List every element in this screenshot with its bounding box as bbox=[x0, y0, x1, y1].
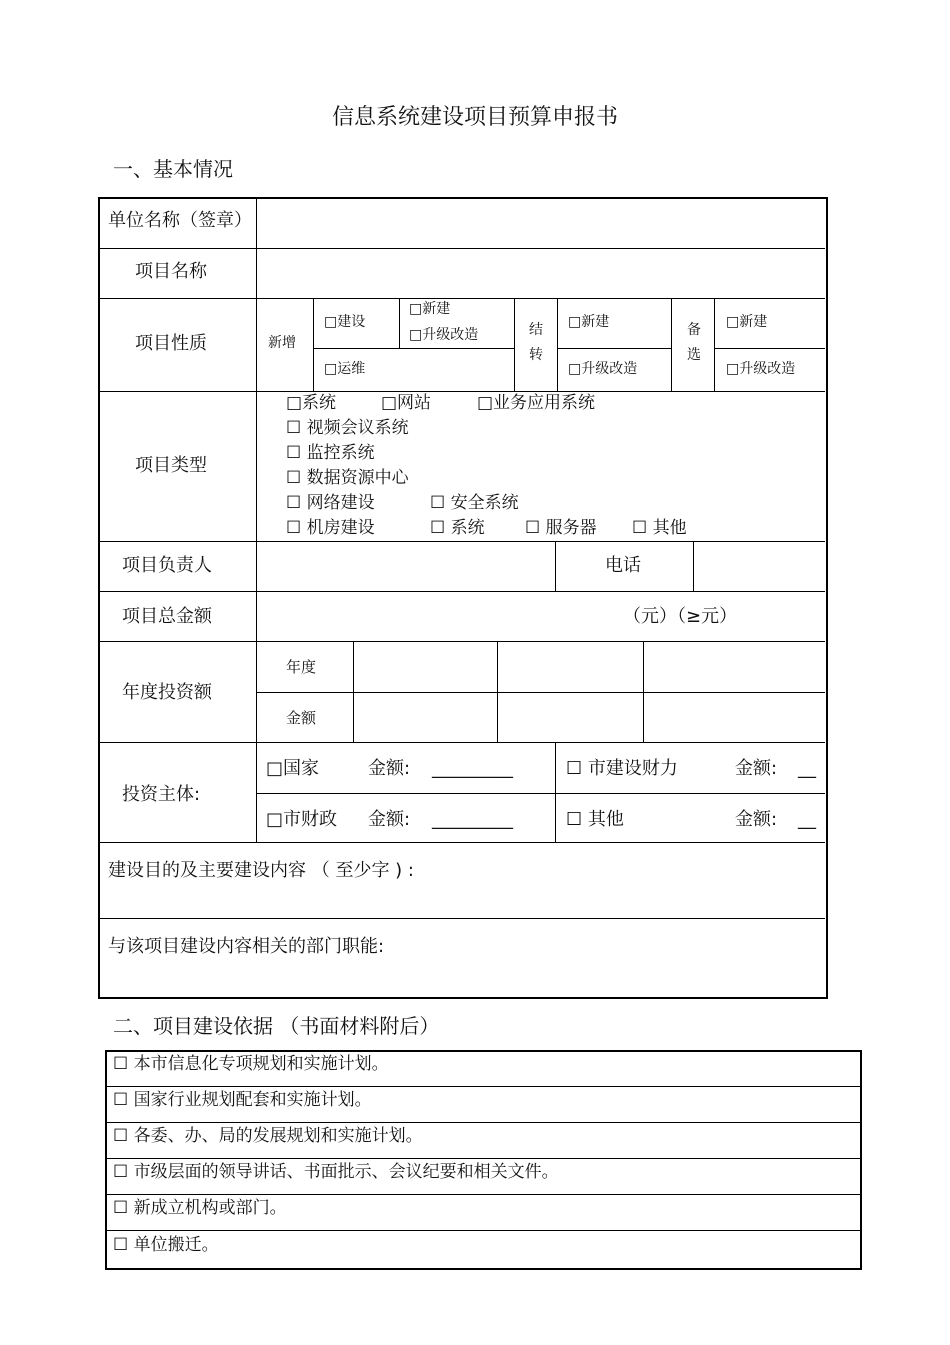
annual-investment-label: 年度投资额 bbox=[122, 682, 212, 703]
transfer-label-1: 结 bbox=[529, 322, 543, 338]
annual-amount-cell[interactable] bbox=[645, 694, 824, 741]
invest-city-build-amount-label: 金额: bbox=[735, 758, 778, 779]
type-network-checkbox[interactable]: ☐ 网络建设 bbox=[286, 493, 375, 513]
phone-field[interactable] bbox=[695, 543, 824, 590]
type-monitor-checkbox[interactable]: ☐ 监控系统 bbox=[286, 443, 375, 463]
basis-item-plan[interactable]: ☐ 本市信息化专项规划和实施计划。 bbox=[113, 1054, 389, 1074]
divider bbox=[99, 918, 825, 919]
backup-upgrade-checkbox[interactable]: □升级改造 bbox=[726, 361, 796, 377]
new-add-label: 新增 bbox=[268, 335, 296, 351]
divider bbox=[643, 641, 644, 742]
total-amount-field[interactable] bbox=[258, 593, 618, 640]
invest-nation-amount-blank[interactable]: _________ bbox=[432, 758, 513, 779]
annual-year-cell[interactable] bbox=[355, 643, 496, 691]
type-business-app-checkbox[interactable]: □业务应用系统 bbox=[477, 393, 596, 413]
type-data-center-checkbox[interactable]: ☐ 数据资源中心 bbox=[286, 468, 409, 488]
divider bbox=[313, 348, 514, 349]
investment-body-label: 投资主体: bbox=[122, 784, 201, 805]
divider bbox=[256, 793, 825, 794]
divider bbox=[714, 348, 825, 349]
basis-item-new-org[interactable]: ☐ 新成立机构或部门。 bbox=[113, 1198, 287, 1218]
divider bbox=[106, 1122, 860, 1123]
divider bbox=[99, 641, 825, 642]
divider bbox=[106, 1158, 860, 1159]
transfer-upgrade-checkbox[interactable]: □升级改造 bbox=[568, 361, 638, 377]
invest-other-checkbox[interactable]: ☐ 其他 bbox=[566, 809, 624, 830]
basis-item-relocation[interactable]: ☐ 单位搬迁。 bbox=[113, 1235, 219, 1255]
divider bbox=[106, 1086, 860, 1087]
divider bbox=[99, 842, 825, 843]
type-other-checkbox[interactable]: ☐ 其他 bbox=[632, 518, 687, 538]
invest-city-finance-amount-label: 金额: bbox=[368, 809, 411, 830]
type-system-checkbox[interactable]: □系统 bbox=[286, 393, 337, 413]
section-basic-info-heading: 一、基本情况 bbox=[113, 157, 233, 181]
basis-item-national-plan[interactable]: ☐ 国家行业规划配套和实施计划。 bbox=[113, 1090, 372, 1110]
divider bbox=[99, 298, 825, 299]
divider bbox=[256, 198, 257, 843]
divider bbox=[671, 298, 672, 391]
divider bbox=[557, 298, 558, 391]
page-title: 信息系统建设项目预算申报书 bbox=[331, 105, 618, 130]
backup-label-2: 选 bbox=[687, 347, 701, 363]
divider bbox=[99, 248, 825, 249]
basis-item-leader-docs[interactable]: ☐ 市级层面的领导讲话、书面批示、会议纪要和相关文件。 bbox=[113, 1162, 559, 1182]
type-machine-room-checkbox[interactable]: ☐ 机房建设 bbox=[286, 518, 375, 538]
divider bbox=[99, 742, 825, 743]
divider bbox=[399, 298, 400, 348]
total-amount-unit: （元）（≥元） bbox=[623, 606, 738, 627]
divider bbox=[497, 641, 498, 742]
total-amount-label: 项目总金额 bbox=[122, 606, 212, 627]
phone-label: 电话 bbox=[605, 555, 641, 576]
type-website-checkbox[interactable]: □网站 bbox=[381, 393, 432, 413]
divider bbox=[557, 348, 671, 349]
annual-year-label: 年度 bbox=[286, 658, 317, 676]
divider bbox=[256, 692, 825, 693]
annual-amount-cell[interactable] bbox=[355, 694, 496, 741]
type-system2-checkbox[interactable]: ☐ 系统 bbox=[430, 518, 485, 538]
nature-new-build-checkbox[interactable]: □新建 bbox=[409, 301, 451, 317]
project-name-label: 项目名称 bbox=[135, 261, 207, 282]
divider bbox=[99, 391, 825, 392]
transfer-new-checkbox[interactable]: □新建 bbox=[568, 314, 610, 330]
project-leader-label: 项目负责人 bbox=[122, 555, 212, 576]
annual-year-cell[interactable] bbox=[645, 643, 824, 691]
divider bbox=[353, 641, 354, 742]
divider bbox=[514, 298, 515, 391]
annual-amount-cell[interactable] bbox=[499, 694, 642, 741]
invest-city-finance-amount-blank[interactable]: _________ bbox=[432, 809, 513, 830]
department-functions-label: 与该项目建设内容相关的部门职能: bbox=[108, 936, 385, 957]
nature-build-checkbox[interactable]: □建设 bbox=[324, 314, 366, 330]
divider bbox=[99, 541, 825, 542]
invest-nation-amount-label: 金额: bbox=[368, 758, 411, 779]
annual-amount-label: 金额 bbox=[286, 709, 317, 727]
type-security-checkbox[interactable]: ☐ 安全系统 bbox=[430, 493, 519, 513]
type-video-conf-checkbox[interactable]: ☐ 视频会议系统 bbox=[286, 418, 409, 438]
nature-ops-checkbox[interactable]: □运维 bbox=[324, 361, 366, 377]
transfer-label-2: 转 bbox=[529, 347, 543, 363]
invest-other-amount-label: 金额: bbox=[735, 809, 778, 830]
unit-name-field[interactable] bbox=[258, 199, 824, 247]
divider bbox=[555, 541, 556, 591]
divider bbox=[313, 298, 314, 391]
annual-year-cell[interactable] bbox=[499, 643, 642, 691]
project-type-label: 项目类型 bbox=[135, 455, 207, 476]
backup-new-checkbox[interactable]: □新建 bbox=[726, 314, 768, 330]
basis-item-bureau-plan[interactable]: ☐ 各委、办、局的发展规划和实施计划。 bbox=[113, 1126, 423, 1146]
invest-other-amount-blank[interactable]: __ bbox=[798, 809, 816, 830]
invest-city-build-amount-blank[interactable]: __ bbox=[798, 758, 816, 779]
project-name-field[interactable] bbox=[258, 250, 824, 297]
divider bbox=[106, 1230, 860, 1231]
divider bbox=[106, 1194, 860, 1195]
section-basis-heading: 二、项目建设依据 （书面材料附后） bbox=[113, 1014, 440, 1038]
divider bbox=[693, 541, 694, 591]
divider bbox=[99, 591, 825, 592]
invest-nation-checkbox[interactable]: □国家 bbox=[266, 758, 320, 779]
backup-label-1: 备 bbox=[687, 322, 701, 338]
divider bbox=[714, 298, 715, 391]
nature-upgrade-checkbox[interactable]: □升级改造 bbox=[409, 327, 479, 343]
invest-city-finance-checkbox[interactable]: □市财政 bbox=[266, 809, 338, 830]
unit-name-label: 单位名称（签章） bbox=[108, 210, 252, 231]
construction-goal-label: 建设目的及主要建设内容 （ 至少字 ) : bbox=[108, 860, 414, 881]
divider bbox=[555, 742, 556, 843]
type-server-checkbox[interactable]: ☐ 服务器 bbox=[525, 518, 597, 538]
invest-city-build-checkbox[interactable]: ☐ 市建设财力 bbox=[566, 758, 678, 779]
project-leader-field[interactable] bbox=[258, 543, 554, 590]
project-nature-label: 项目性质 bbox=[135, 333, 207, 354]
